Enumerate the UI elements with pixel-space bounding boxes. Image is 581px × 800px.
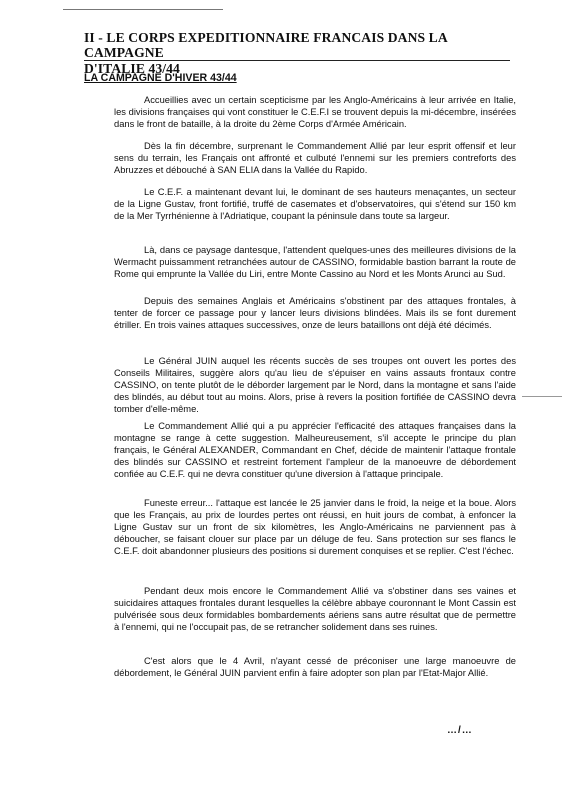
paragraph-6: Le Général JUIN auquel les récents succès de ses troupes ont ouvert les portes des Conseils Militaires, suggère alors qu'au lieu de s'épuiser en vains assauts frontaux contre CASSINO, on tente plutôt de le déborder largement par le Nord, dans la montagne et sans l'aide des blindés, au début tout au moins. Alors, prise à revers la position fortifiée de CASSINO devra tomber d'elle-même. bbox=[114, 356, 516, 415]
title-line-1: II - LE CORPS EXPEDITIONNAIRE FRANCAIS DANS LA CAMPAGNE bbox=[84, 30, 510, 61]
paragraph-7: Le Commandement Allié qui a pu apprécier l'efficacité des attaques françaises dans la montagne se range à cette suggestion. Malheureusement, s'il accepte le principe du plan français, le Général ALEXANDER, Commandant en Chef, décide de maintenir l'attaque frontale des blindés sur CASSINO et restreint fortement l'ampleur de la manoeuvre de débordement confiée au C.E.F. qui ne devra constituer qu'une diversion à l'attaque principale. bbox=[114, 421, 516, 480]
paragraph-10: C'est alors que le 4 Avril, n'ayant cessé de préconiser une large manoeuvre de débordement, le Général JUIN parvient enfin à faire adopter son plan par l'Etat-Major Allié. bbox=[114, 656, 516, 679]
paragraph-8: Funeste erreur... l'attaque est lancée le 25 janvier dans le froid, la neige et la boue. Alors que les Français, au prix de lourdes pertes ont réussi, en huit jours de combat, à enfoncer la Ligne Gustav sur un front de six kilomètres, les Anglo-Américains ne parviennent pas à déboucher, se faisant clouer sur place par un déluge de feu. Sans protection sur ses flancs le C.E.F. doit abandonner plusieurs des positions si durement conquises et se replier. C'est l'échec. bbox=[114, 498, 516, 557]
paragraph-9: Pendant deux mois encore le Commandement Allié va s'obstiner dans ses vaines et suicidaires attaques frontales durant lesquelles la célèbre abbaye couronnant le Mont Cassin est pulvérisée sous deux formidables bombardements aériens sans autre résultat que de permettre à l'ennemi, qui ne l'occupait pas, de se retrancher solidement dans ses ruines. bbox=[114, 586, 516, 633]
page-title bbox=[84, 30, 514, 76]
paragraph-4: Là, dans ce paysage dantesque, l'attendent quelques-unes des meilleures divisions de la Wermacht puissamment retranchées autour de CASSINO, formidable bastion barrant la route de Rome qui emprunte la Vallée du Liri, entre Monte Cassino au Nord et les Monts Arunci au Sud. bbox=[114, 245, 516, 280]
paragraph-5: Depuis des semaines Anglais et Américains s'obstinent par des attaques frontales, à tenter de forcer ce passage pour y lancer leurs divisions blindées. Mais ils se font durement étriller. En trois vaines attaques successives, onze de leurs bataillons ont déjà été décimés. bbox=[114, 296, 516, 331]
title-line-2: D'ITALIE 43/44 bbox=[84, 61, 180, 76]
section-heading: LA CAMPAGNE D'HIVER 43/44 bbox=[84, 72, 237, 84]
scan-speck bbox=[522, 396, 562, 397]
paragraph-2: Dès la fin décembre, surprenant le Commandement Allié par leur esprit offensif et leur sens du terrain, les Français ont affronté et culbuté l'ennemi sur les premiers contreforts des Abruzzes et débouché à SAN ELIA dans la Vallée du Rapido. bbox=[114, 141, 516, 176]
continuation-mark: …/… bbox=[447, 725, 473, 736]
scan-edge-mark bbox=[63, 0, 223, 10]
paragraph-1: Accueillies avec un certain scepticisme par les Anglo-Américains à leur arrivée en Italie, les divisions françaises qui vont constituer le C.E.F.I se trouvent depuis la mi-décembre, insérées dans le front de bataille, à la droite du 2ème Corps d'Armée Américain. bbox=[114, 95, 516, 130]
paragraph-3: Le C.E.F. a maintenant devant lui, le dominant de ses hauteurs menaçantes, un secteur de la Ligne Gustav, front fortifié, truffé de casemates et d'observatoires, qui s'étend sur 150 km de la Mer Tyrrhénienne à l'Adriatique, coupant la péninsule dans toute sa largeur. bbox=[114, 187, 516, 222]
